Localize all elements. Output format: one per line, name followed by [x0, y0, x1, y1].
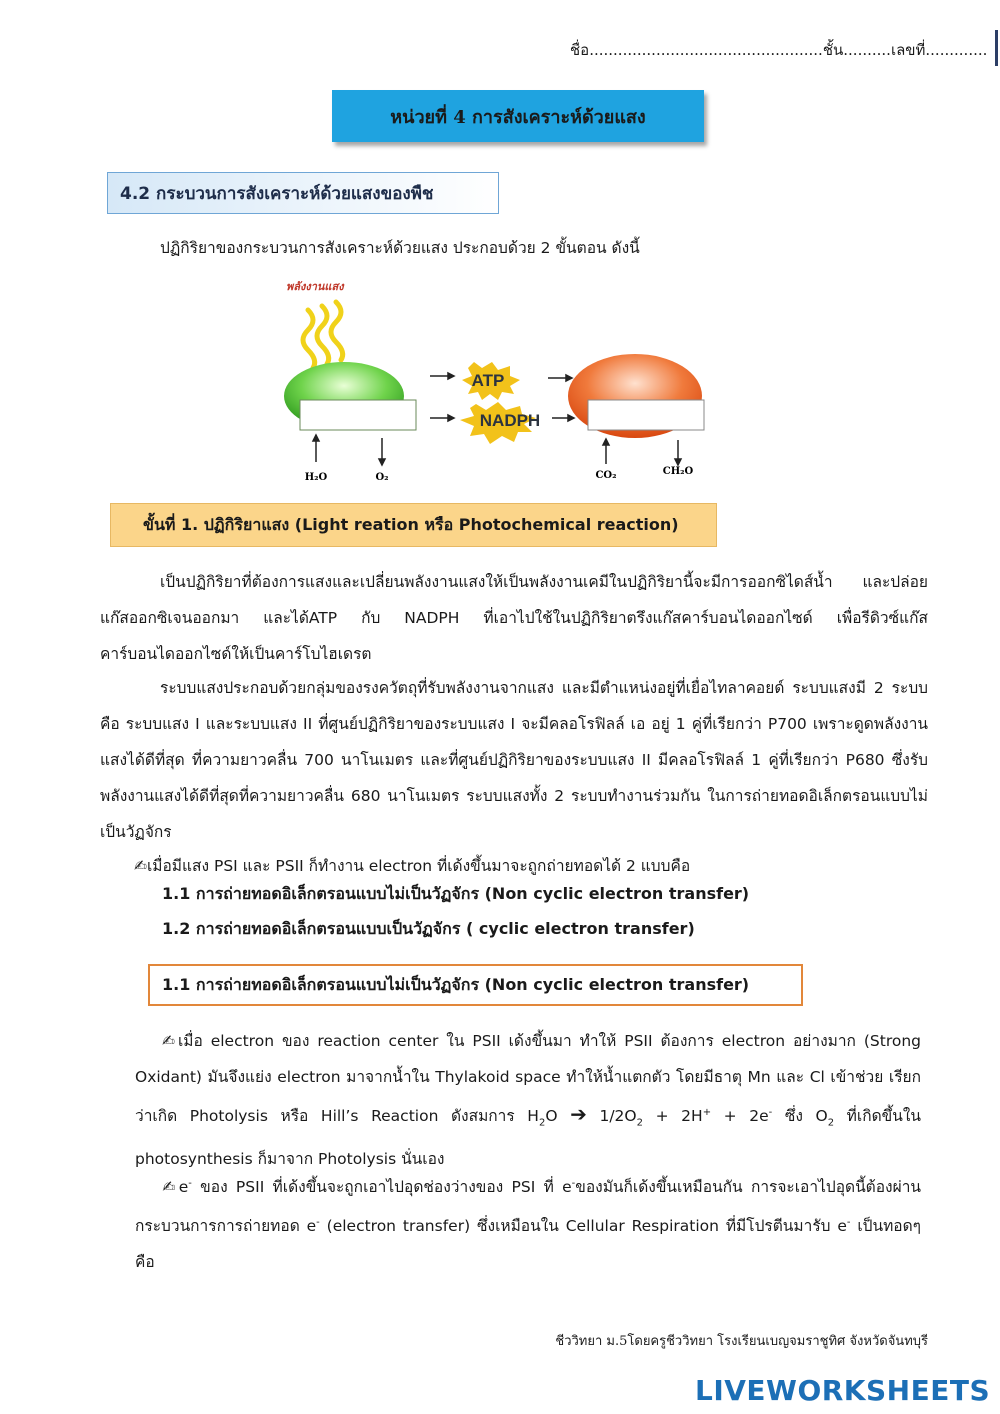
h2o-label: H₂O — [304, 472, 328, 483]
o2-label: O₂ — [375, 472, 389, 483]
item-cyclic: 1.2 การถ่ายทอดอิเล็กตรอนแบบเป็นวัฏจักร ( cyclic electron transfer) — [162, 919, 695, 938]
noncyclic-heading-box: 1.1 การถ่ายทอดอิเล็กตรอนแบบไม่เป็นวัฏจักร (Non cyclic electron transfer) — [148, 964, 803, 1006]
step1-heading: ขั้นที่ 1. ปฏิกิริยาแสง (Light reation หรือ Photochemical reaction) — [110, 503, 717, 547]
section-title: 4.2 กระบวนการสังเคราะห์ด้วยแสงของพืช — [107, 172, 499, 214]
co2-label: CO₂ — [595, 470, 617, 481]
right-arrow-icon: ➔ — [570, 1102, 587, 1127]
photosynthesis-diagram — [270, 272, 720, 492]
light-rays-icon — [303, 302, 343, 368]
item-noncyclic: 1.1 การถ่ายทอดอิเล็กตรอนแบบไม่เป็นวัฏจักร (Non cyclic electron transfer) — [162, 884, 750, 903]
light-energy-label: พลังงานแสง — [286, 280, 344, 293]
logo-grid-icon — [690, 1377, 691, 1403]
bullet-two-types: ✍เมื่อมีแสง PSI และ PSII ก็ทำงาน electron ที่เด้งขึ้นมาจะถูกถ่ายทอดได้ 2 แบบคือ — [134, 857, 691, 875]
logo-text: LIVEWORKSHEETS — [695, 1373, 991, 1407]
nadph-label: NADPH — [479, 411, 541, 430]
unit-title-banner: หน่วยที่ 4 การสังเคราะห์ด้วยแสง — [332, 90, 704, 142]
paragraph-photosystems: ระบบแสงประกอบด้วยกลุ่มของรงควัตถุที่รับพลังงานจากแสง และมีตำแหน่งอยู่ที่เยื่อไทลาคอยด์ ระบบแสงมี 2 ระบบคือ ระบบแสง I และระบบแสง II ที่ศูนย์ปฏิกิริยาของระบบแสง I จะมีคลอโรฟิลล์ เอ อยู่ 1 คู่ที่เรียกว่า P700 เพราะดูดพลังงานแสงได้ดีที่สุด ที่ความยาวคลื่น 700 นาโนเมตร และที่ศูนย์ปฏิกิริยาของระบบแสง II มีคลอโรฟิลล์ 1 คู่ที่เรียกว่า P680 ซึ่งรับพลังงานแสงได้ดีที่สุดที่ความยาวคลื่น 680 นาโนเมตร ระบบแสงทั้ง 2 ระบบทำงานร่วมกัน ในการถ่ายทอดอิเล็กตรอนแบบไม่เป็นวัฏจักร — [100, 679, 929, 841]
paragraph-light-reaction: เป็นปฏิกิริยาที่ต้องการแสงและเปลี่ยนพลังงานแสงให้เป็นพลังงานเคมีในปฏิกิริยานี้จะมีการออกซิไดส์น้ำ และปล่อยแก๊สออกซิเจนออกมา และได้ATP กับ NADPH ที่เอาไปใช้ในปฏิกิริยาตรึงแก๊สคาร์บอนไดออกไซด์ เพื่อรีดิวซ์แก๊สคาร์บอนไดออกไซด์ให้เป็นคาร์โบไฮเดรต — [100, 573, 928, 663]
dark-reaction-answer-box[interactable] — [588, 400, 704, 430]
light-reaction-answer-box[interactable] — [300, 400, 416, 430]
paragraph-photolysis: ✍เมื่อ electron ของ reaction center ใน PSII เด้งขึ้นมา ทำให้ PSII ต้องการ electron อย่างมาก (Strong Oxidant) มันจึงแย่ง electron มาจากน้ำใน Thylakoid space ทำให้น้ำแตกตัว โดยมีธาตุ Mn และ Cl เข้าช่วย เรียกว่าเกิด Photolysis หรือ Hill’s Reaction ดังสมการ $H_2O$ ➔ $1/2O_2 + 2H^+ + 2e^-$ ซึ่ง $O_2$ ที่เกิดขึ้นใน photosynthesis ก็มาจาก Photolysis นั่นเอง — [135, 1032, 922, 1169]
intro-paragraph: ปฏิกิริยาของกระบวนการสังเคราะห์ด้วยแสง ประกอบด้วย 2 ขั้นตอน ดังนี้ — [160, 239, 640, 257]
footer-credit: ชีววิทยา ม.5โดยครูชีววิทยา โรงเรียนเบญจมราชูทิศ จังหวัดจันทบุรี — [555, 1334, 928, 1349]
name-class-number-line: ชื่อ.................................................ชั้น..........เลขที่............. — [570, 41, 988, 59]
ch2o-label: CH₂O — [662, 466, 694, 477]
atp-label: ATP — [471, 371, 505, 390]
paragraph-electron-transfer: ✍e- ของ PSII ที่เด้งขึ้นจะถูกเอาไปอุดช่องว่างของ PSI ที่ e-ของมันก็เด้งขึ้นเหมือนกัน การจะเอาไปอุดนี้ต้องผ่านกระบวนการการถ่ายทอด e- (electron transfer) ซึ่งเหมือนใน Cellular Respiration ที่มีโปรตีนมารับ e- เป็นทอดๆ คือ — [135, 1178, 922, 1272]
liveworksheets-logo[interactable] — [690, 1372, 990, 1408]
page-edge-marker — [995, 30, 998, 66]
